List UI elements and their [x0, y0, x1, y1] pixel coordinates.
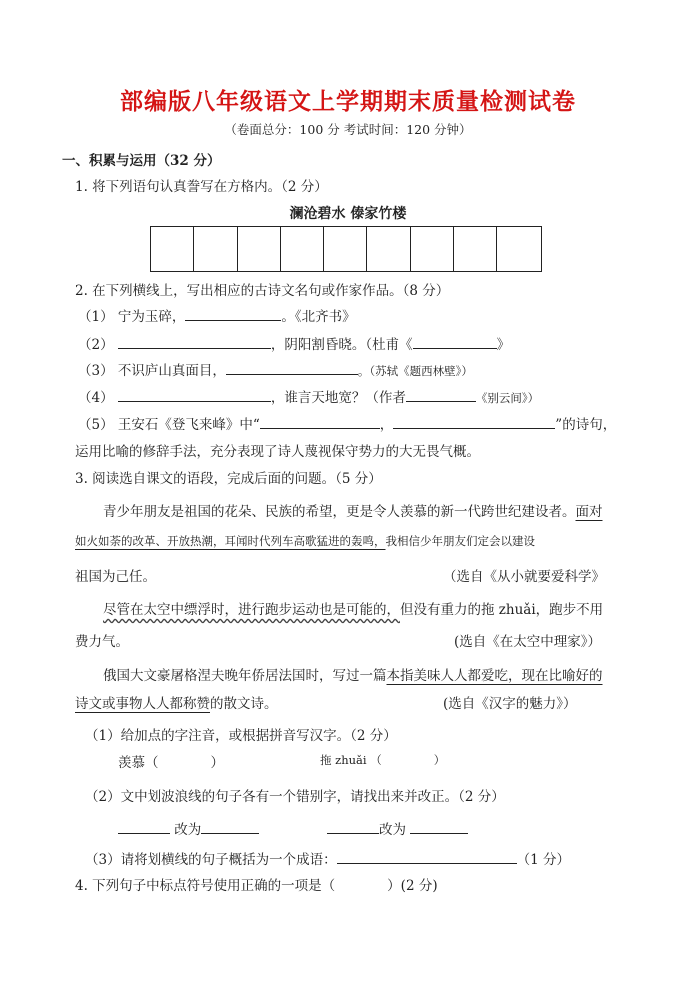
- q2-item-5-continued: 运用比喻的修辞手法，充分表现了诗人蔑视保守势力的大无畏气概。: [75, 444, 480, 460]
- question-text: 4. 下列句子中标点符号使用正确的一项是（: [75, 878, 336, 894]
- grid-cell[interactable]: [281, 227, 324, 271]
- passage-3: [103, 664, 603, 684]
- answer-label: ）: [210, 755, 224, 771]
- item-text: ，: [379, 417, 394, 433]
- q3-sub1-answer-b: [320, 752, 445, 768]
- q3-sub2-fix-2: [327, 818, 468, 838]
- answer-blank[interactable]: [118, 389, 271, 402]
- grid-cell[interactable]: [497, 227, 540, 271]
- q1-phrase: 澜沧碧水 傣家竹楼: [289, 206, 407, 222]
- passage-3-source: (选自《汉字的魅力》）: [443, 696, 577, 712]
- item-number: （4）: [78, 390, 114, 406]
- q3-sub3: [85, 848, 570, 868]
- answer-blank[interactable]: [118, 821, 170, 834]
- underlined-sentence: 面对: [575, 504, 603, 520]
- q2-item-5: [78, 413, 616, 433]
- item-text: 《别云间》）: [475, 391, 540, 405]
- passage-text: 的散文诗。: [210, 696, 278, 712]
- q1-prompt: 1. 将下列语句认真誊写在方格内。（2 分）: [75, 179, 328, 195]
- item-text: 宁为玉碎，: [117, 309, 186, 325]
- grid-cell[interactable]: [194, 227, 237, 271]
- answer-blank[interactable]: [260, 416, 380, 429]
- passage-text: 但没有重力的拖 zhuǎi，跑步不用: [400, 602, 604, 618]
- item-number: （1）: [78, 309, 114, 325]
- answer-blank[interactable]: [201, 821, 259, 834]
- page-title: 部编版八年级语文上学期期末质量检测试卷: [120, 88, 576, 115]
- q2-prompt: 2. 在下列横线上，写出相应的古诗文名句或作家作品。（8 分）: [75, 283, 450, 299]
- passage-2-source: (选自《在太空中理家》）: [454, 634, 602, 650]
- writing-grid[interactable]: [150, 226, 542, 272]
- passage-3-line-2: [75, 692, 278, 712]
- item-number: （2）: [78, 337, 114, 353]
- passage-1: [103, 500, 603, 520]
- answer-label: 拖 zhuǎi （: [320, 753, 382, 767]
- question-text: ）(2 分): [387, 878, 438, 894]
- answer-blank[interactable]: [393, 416, 555, 429]
- q2-item-2: [78, 333, 510, 353]
- passage-2: [103, 598, 603, 618]
- item-text: ，阴阳割昏晓。（杜甫《: [270, 337, 413, 353]
- grid-cell[interactable]: [324, 227, 367, 271]
- answer-blank[interactable]: [337, 851, 517, 864]
- answer-blank[interactable]: [410, 821, 468, 834]
- grid-cell[interactable]: [151, 227, 194, 271]
- item-text: ”的诗句，: [555, 417, 617, 433]
- underlined-sentence: 诗文或事物人人都称赞: [75, 696, 210, 712]
- exam-info: （卷面总分：100 分 考试时间：120 分钟）: [224, 122, 472, 137]
- item-text: 。（苏轼《题西林壁》）: [357, 364, 473, 378]
- answer-blank[interactable]: [226, 362, 358, 375]
- answer-blank[interactable]: [327, 821, 379, 834]
- passage-1-source: （选自《从小就要爱科学》: [443, 569, 605, 585]
- answer-label: ）: [433, 753, 446, 767]
- wavy-sentence: 尽管在太空中缥浮时，进行跑步运动也是可能的，: [103, 602, 400, 618]
- passage-1-line-2: [75, 533, 535, 549]
- q4-prompt: [75, 874, 438, 894]
- answer-blank[interactable]: [118, 336, 271, 349]
- item-text: 不识庐山真面目，: [117, 363, 226, 379]
- item-number: （3）: [78, 363, 114, 379]
- q2-item-4: [78, 386, 539, 406]
- q3-sub2-fix-1: [118, 818, 259, 838]
- passage-2-line-2: 费力气。: [75, 634, 129, 650]
- q2-item-1: [78, 305, 356, 325]
- q3-sub1-answer-a: [118, 751, 224, 771]
- answer-label: 羡慕（: [118, 755, 159, 771]
- grid-cell[interactable]: [411, 227, 454, 271]
- answer-label: 改为: [174, 822, 202, 838]
- item-text: 》: [496, 337, 511, 353]
- passage-text: 青少年朋友是祖国的花朵、民族的希望，更是令人羡慕的新一代跨世纪建设者。: [103, 504, 576, 520]
- item-text: ，谁言天地宽？（作者: [270, 390, 406, 406]
- q2-item-3: [78, 359, 473, 379]
- grid-cell[interactable]: [454, 227, 497, 271]
- passage-text: 我相信少年朋友们定会以建设: [385, 534, 535, 548]
- question-text: （1 分）: [516, 852, 570, 868]
- q3-sub1: （1）给加点的字注音，或根据拼音写汉字。（2 分）: [85, 728, 397, 744]
- q3-sub2: （2）文中划波浪线的句子各有一个错别字，请找出来并改正。（2 分）: [85, 789, 505, 805]
- underlined-sentence: 如火如荼的改革、开放热潮，耳闻时代列车高歌猛进的轰鸣，: [75, 534, 386, 548]
- q3-prompt: 3. 阅读选自课文的语段，完成后面的问题。（5 分）: [75, 471, 382, 487]
- answer-label: 改为: [379, 822, 406, 838]
- answer-blank[interactable]: [413, 336, 497, 349]
- grid-cell[interactable]: [238, 227, 281, 271]
- question-text: （3）请将划横线的句子概括为一个成语：: [85, 852, 337, 868]
- passage-1-line-3: 祖国为己任。: [75, 569, 156, 585]
- section-heading: 一、积累与运用（32 分）: [62, 153, 221, 169]
- passage-text: 俄国大文豪屠格涅夫晚年侨居法国时，写过一篇: [103, 668, 387, 684]
- answer-blank[interactable]: [185, 308, 281, 321]
- grid-cell[interactable]: [367, 227, 410, 271]
- underlined-sentence: 本指美味人人都爱吃，现在比喻好的: [386, 668, 603, 684]
- item-text: 。《北齐书》: [281, 309, 356, 325]
- item-text: 王安石《登飞来峰》中“: [117, 417, 260, 433]
- answer-blank[interactable]: [406, 389, 476, 402]
- item-number: （5）: [78, 417, 114, 433]
